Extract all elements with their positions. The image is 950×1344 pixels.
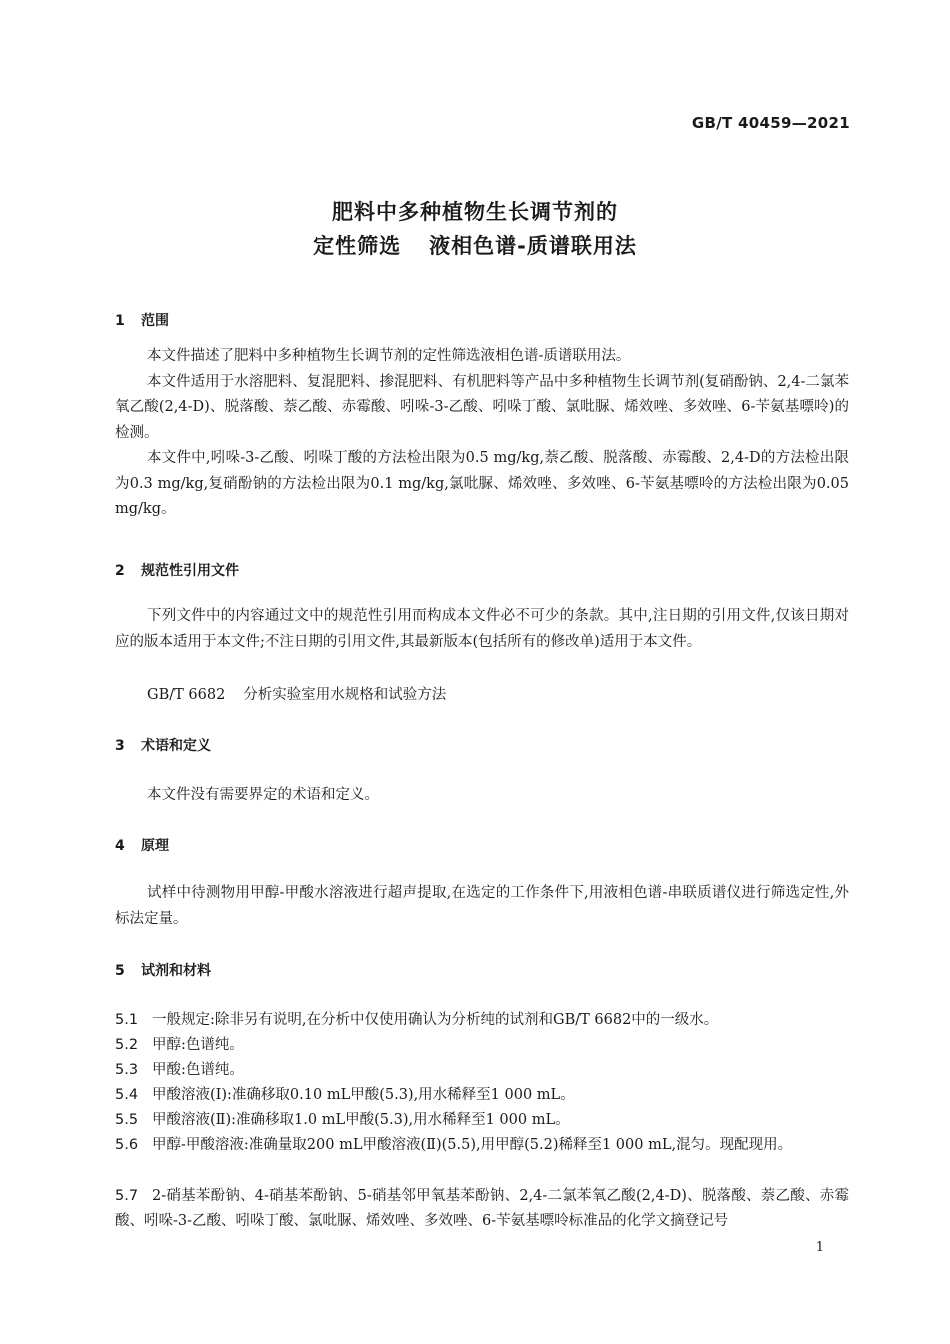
clause-5-4 <box>115 1083 849 1108</box>
section-heading-reagents <box>115 960 211 980</box>
section-title: 原理 <box>141 838 169 854</box>
clause-number: 5.3 <box>115 1062 139 1078</box>
section-body-scope <box>115 344 849 523</box>
section-heading-scope <box>115 310 169 330</box>
paragraph: 本文件没有需要界定的术语和定义。 <box>147 787 379 803</box>
clause-number: 5.1 <box>115 1012 139 1028</box>
paragraph: 下列文件中的内容通过文中的规范性引用而构成本文件必不可少的条款。其中,注日期的引用文件,仅该日期对应的版本适用于本文件;不注日期的引用文件,其最新版本(包括所有的修改单)适用于本文件。 <box>115 608 849 650</box>
normative-reference-item <box>147 683 446 704</box>
clause-text: 一般规定:除非另有说明,在分析中仅使用确认为分析纯的试剂和GB/T 6682中的一级水。 <box>152 1012 719 1028</box>
clause-number: 5.2 <box>115 1037 139 1053</box>
clause-5-3 <box>115 1058 849 1083</box>
clause-text: 甲酸溶液(Ⅰ):准确移取0.10 mL甲酸(5.3),用水稀释至1 000 mL。 <box>152 1087 575 1103</box>
section-title: 试剂和材料 <box>141 963 211 979</box>
standard-code: GB/T 40459—2021 <box>691 114 850 132</box>
section-number: 5 <box>115 963 125 979</box>
clause-text: 2-硝基苯酚钠、4-硝基苯酚钠、5-硝基邻甲氧基苯酚钠、2,4-二氯苯氧乙酸(2,4-D)、脱落酸、萘乙酸、赤霉酸、吲哚-3-乙酸、吲哚丁酸、氯吡脲、烯效唑、多效唑、6-苄氨基嘌呤标准品的化学文摘登记号 <box>115 1188 849 1229</box>
section-heading-terms <box>115 735 211 755</box>
paragraph: 试样中待测物用甲醇-甲酸水溶液进行超声提取,在选定的工作条件下,用液相色谱-串联质谱仪进行筛选定性,外标法定量。 <box>115 885 849 927</box>
clause-5-1 <box>115 1008 849 1033</box>
section-title: 范围 <box>141 313 169 329</box>
clause-5-6 <box>115 1133 849 1158</box>
title-part-a: 定性筛选 <box>313 234 402 258</box>
clause-text: 甲酸:色谱纯。 <box>152 1062 244 1078</box>
section-body-normative-references <box>115 604 849 655</box>
section-heading-principle <box>115 835 169 855</box>
document-title-line2 <box>0 230 950 260</box>
reference-title: 分析实验室用水规格和试验方法 <box>243 687 447 703</box>
section-title: 规范性引用文件 <box>141 563 239 579</box>
section-number: 4 <box>115 838 125 854</box>
clause-5-7 <box>115 1184 849 1233</box>
paragraph: 本文件中,吲哚-3-乙酸、吲哚丁酸的方法检出限为0.5 mg/kg,萘乙酸、脱落酸、赤霉酸、2,4-D的方法检出限为0.3 mg/kg,复硝酚钠的方法检出限为0.1 mg/kg,氯吡脲、烯效唑、多效唑、6-苄氨基嘌呤的方法检出限为0.05 mg/kg。 <box>115 450 849 517</box>
clause-5-2 <box>115 1033 849 1058</box>
reference-code: GB/T 6682 <box>147 687 226 703</box>
section-number: 1 <box>115 313 125 329</box>
paragraph: 本文件描述了肥料中多种植物生长调节剂的定性筛选液相色谱-质谱联用法。 <box>147 348 631 364</box>
clause-text: 甲醇:色谱纯。 <box>152 1037 244 1053</box>
clause-number: 5.5 <box>115 1112 139 1128</box>
clause-text: 甲醇-甲酸溶液:准确量取200 mL甲酸溶液(Ⅱ)(5.5),用甲醇(5.2)稀释至1 000 mL,混匀。现配现用。 <box>152 1137 793 1153</box>
section-body-terms <box>115 783 849 809</box>
section-number: 3 <box>115 738 125 754</box>
clause-number: 5.6 <box>115 1137 139 1153</box>
section-heading-normative-references <box>115 560 239 580</box>
clause-number: 5.4 <box>115 1087 139 1103</box>
section-number: 2 <box>115 563 125 579</box>
clause-number: 5.7 <box>115 1188 139 1204</box>
title-part-b: 液相色谱-质谱联用法 <box>429 234 637 258</box>
section-title: 术语和定义 <box>141 738 211 754</box>
page-number: 1 <box>815 1240 824 1255</box>
clause-5-5 <box>115 1108 849 1133</box>
paragraph: 本文件适用于水溶肥料、复混肥料、掺混肥料、有机肥料等产品中多种植物生长调节剂(复硝酚钠、2,4-二氯苯氧乙酸(2,4-D)、脱落酸、萘乙酸、赤霉酸、吲哚-3-乙酸、吲哚丁酸、氯吡脲、烯效唑、多效唑、6-苄氨基嘌呤)的检测。 <box>115 373 849 441</box>
document-title-line1: 肥料中多种植物生长调节剂的 <box>332 200 618 224</box>
clause-text: 甲酸溶液(Ⅱ):准确移取1.0 mL甲酸(5.3),用水稀释至1 000 mL。 <box>152 1112 570 1128</box>
section-body-principle <box>115 881 849 932</box>
